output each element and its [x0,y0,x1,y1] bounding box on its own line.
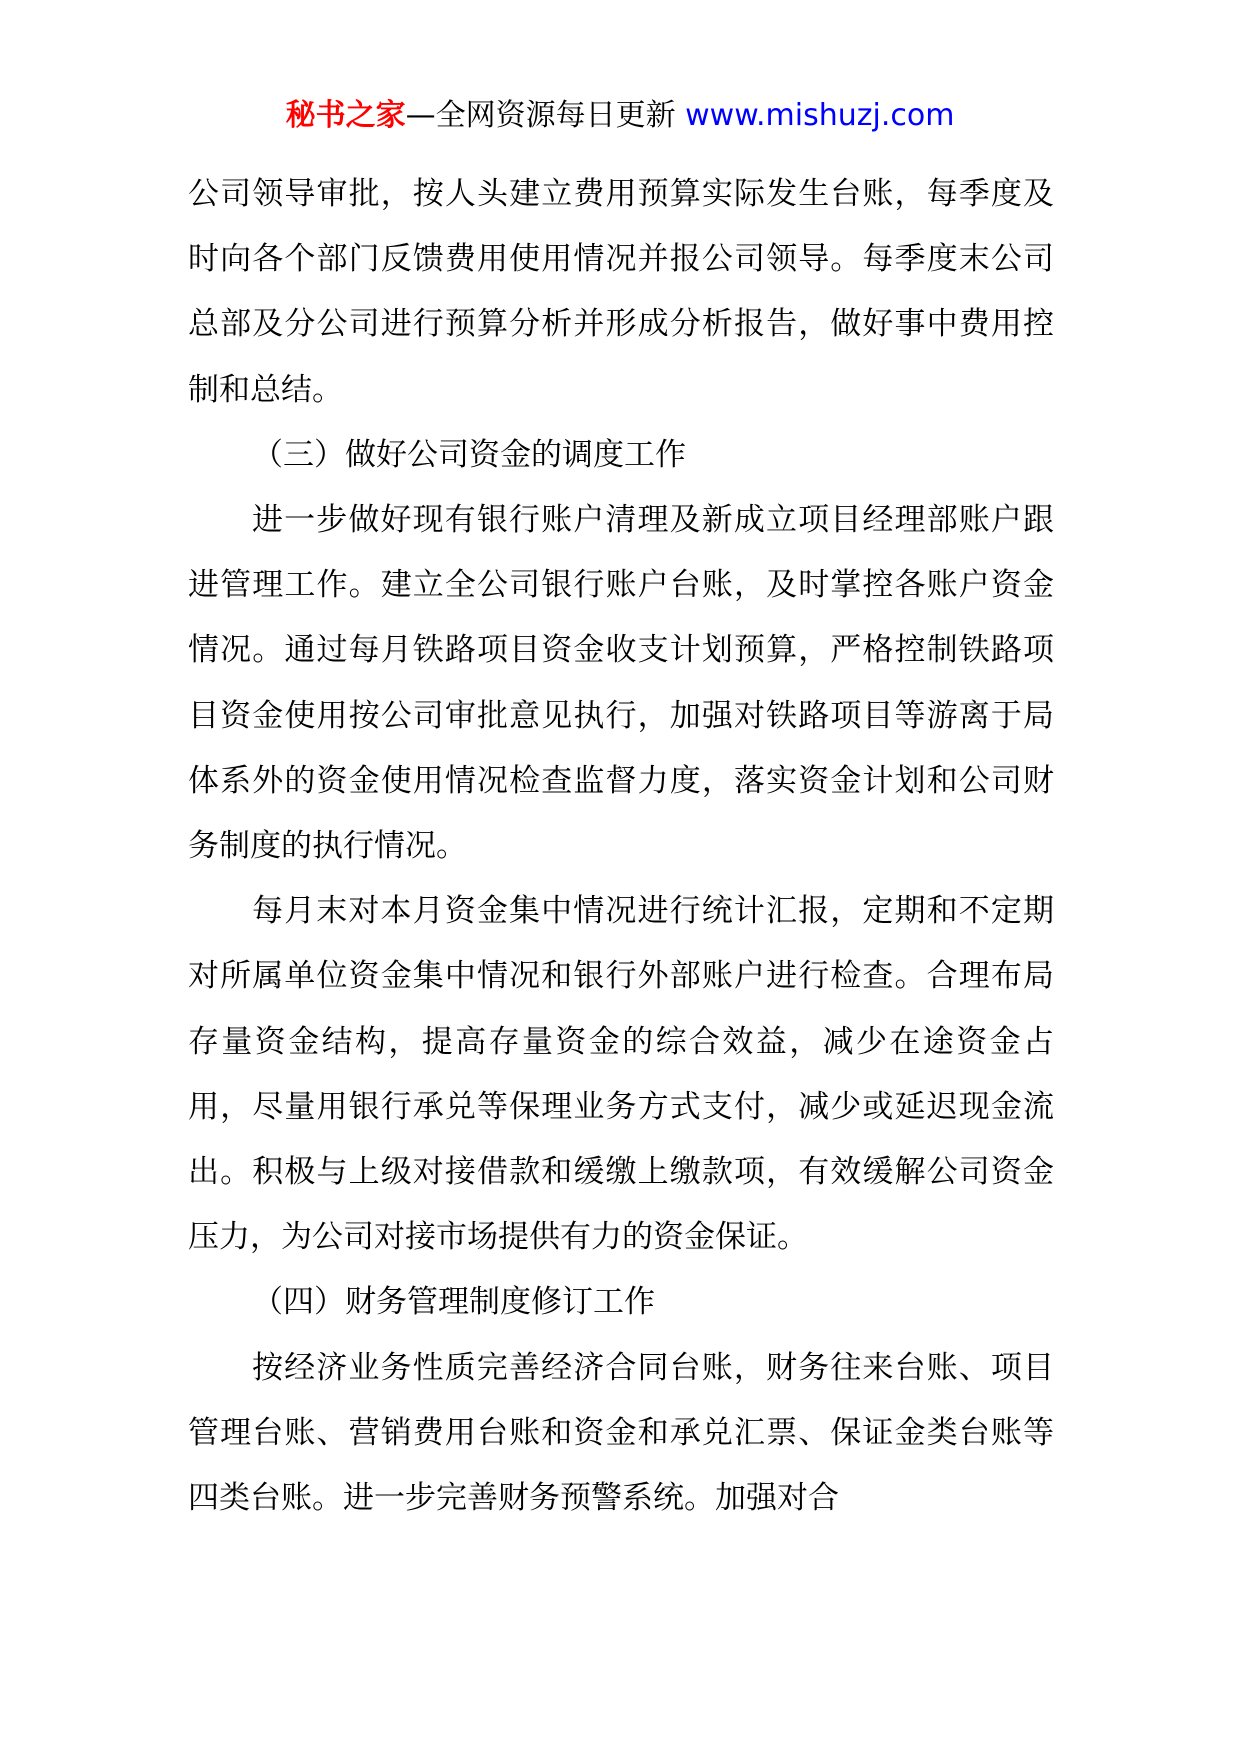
document-body [188,162,1054,1531]
paragraph-bank-accounts: 进一步做好现有银行账户清理及新成立项目经理部账户跟进管理工作。建立全公司银行账户台账，及时掌控各账户资金情况。通过每月铁路项目资金收支计划预算，严格控制铁路项目资金使用按公司审批意见执行，加强对铁路项目等游离于局体系外的资金使用情况检查监督力度，落实资金计划和公司财务制度的执行情况。 [188,502,1054,865]
site-url-link[interactable]: www.mishuzj.com [685,98,955,133]
section-heading-3: （三）做好公司资金的调度工作 [252,436,686,473]
section-heading-4: （四）财务管理制度修订工作 [252,1284,655,1321]
paragraph-continuation: 公司领导审批，按人头建立费用预算实际发生台账，每季度及时向各个部门反馈费用使用情况并报公司领导。每季度末公司总部及分公司进行预算分析并形成分析报告，做好事中费用控制和总结。 [188,176,1054,408]
paragraph-fund-concentration: 每月末对本月资金集中情况进行统计汇报，定期和不定期对所属单位资金集中情况和银行外部账户进行检查。合理布局存量资金结构，提高存量资金的综合效益，减少在途资金占用，尽量用银行承兑等保理业务方式支付，减少或延迟现金流出。积极与上级对接借款和缓缴上缴款项，有效缓解公司资金压力，为公司对接市场提供有力的资金保证。 [188,893,1054,1256]
site-header [0,96,1240,136]
paragraph-ledgers: 按经济业务性质完善经济合同台账，财务往来台账、项目管理台账、营销费用台账和资金和承兑汇票、保证金类台账等四类台账。进一步完善财务预警系统。加强对合 [188,1349,1054,1517]
site-tagline: —全网资源每日更新 [405,98,676,133]
site-brand: 秘书之家 [285,98,406,133]
